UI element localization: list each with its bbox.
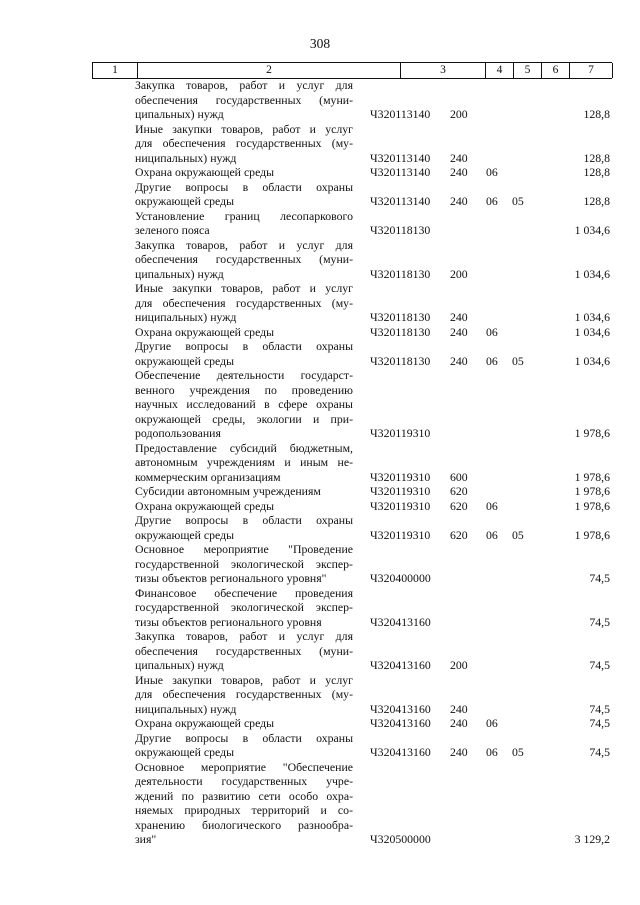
- description-line: ципальных) нужд: [135, 107, 224, 121]
- table-row: [0, 180, 640, 209]
- expense-type-code: 240: [450, 194, 468, 208]
- amount-value: 74,5: [589, 658, 610, 672]
- table-header: [92, 62, 612, 79]
- description-line: ниципальных) нужд: [135, 150, 237, 165]
- expense-type-code: 200: [450, 266, 468, 281]
- page-number: 308: [309, 36, 331, 51]
- amount-value: 1 978,6: [574, 498, 610, 513]
- section-code: 06: [486, 498, 498, 513]
- amount-value: 1 034,6: [574, 266, 610, 281]
- target-article-code: Ч320400000: [370, 571, 431, 585]
- section-code: 06: [486, 353, 498, 368]
- description-line: Другие вопросы в области охраны: [135, 179, 353, 194]
- target-article-code: Ч320119310: [370, 484, 431, 498]
- target-article-code: Ч320413160: [370, 614, 431, 629]
- description-line: государственной экологической экспер-: [135, 556, 353, 571]
- table-row: [0, 499, 640, 514]
- description-line: Иные закупки товаров, работ и услуг: [135, 121, 353, 136]
- row-description: [135, 760, 353, 847]
- description-line: родопользования: [135, 426, 221, 440]
- row-description: [135, 499, 353, 514]
- section-code: 06: [486, 745, 498, 759]
- row-description: [135, 586, 353, 630]
- row-description: [135, 209, 353, 238]
- description-line: Другие вопросы в области охраны: [135, 513, 353, 527]
- amount-value: 3 129,2: [574, 832, 610, 846]
- table-row: [0, 165, 640, 180]
- expense-type-code: 240: [450, 701, 468, 716]
- description-line: коммерческим организациям: [135, 469, 281, 484]
- table-row: [0, 673, 640, 717]
- table-row: [0, 78, 640, 122]
- target-article-code: Ч320413160: [370, 701, 431, 716]
- amount-value: 1 978,6: [574, 426, 610, 440]
- description-line: ципальных) нужд: [135, 658, 224, 672]
- description-line: зия": [135, 832, 157, 846]
- subsection-code: 05: [512, 745, 524, 759]
- target-article-code: Ч320413160: [370, 745, 431, 759]
- table-row: [0, 542, 640, 586]
- description-line: обеспечения государственных (муни-: [135, 643, 353, 658]
- subsection-code: 05: [512, 353, 524, 368]
- subsection-code: 05: [512, 194, 524, 208]
- table-row: [0, 716, 640, 731]
- amount-value: 128,8: [583, 194, 610, 208]
- description-line: для обеспечения государственных (му-: [135, 136, 353, 150]
- row-description: [135, 542, 353, 586]
- table-body: [0, 78, 640, 847]
- description-line: окружающей среды: [135, 745, 235, 759]
- amount-value: 128,8: [583, 165, 610, 179]
- row-description: [135, 513, 353, 542]
- section-code: 06: [486, 324, 498, 339]
- description-line: няемых природных территорий и со-: [135, 803, 353, 817]
- amount-value: 128,8: [583, 107, 610, 121]
- table-row: [0, 209, 640, 238]
- expense-type-code: 620: [450, 484, 468, 498]
- subsection-code: 05: [512, 527, 524, 542]
- expense-type-code: 620: [450, 498, 468, 513]
- description-line: Закупка товаров, работ и услуг для: [135, 629, 353, 643]
- amount-value: 74,5: [589, 571, 610, 585]
- amount-value: 74,5: [589, 701, 610, 716]
- description-line: Финансовое обеспечение проведения: [135, 585, 353, 600]
- description-line: Установление границ лесопаркового: [135, 208, 353, 223]
- header-col-1: 1: [92, 63, 137, 78]
- section-code: 06: [486, 194, 498, 208]
- expense-type-code: 240: [450, 310, 468, 324]
- expense-type-code: 240: [450, 716, 468, 730]
- description-line: тизы объектов регионального уровня": [135, 571, 327, 585]
- description-line: Обеспечение деятельности государст-: [135, 368, 353, 382]
- table-row: [0, 760, 640, 847]
- description-line: Закупка товаров, работ и услуг для: [135, 237, 353, 252]
- expense-type-code: 240: [450, 150, 468, 165]
- target-article-code: Ч320113140: [370, 107, 431, 121]
- target-article-code: Ч320118130: [370, 223, 431, 237]
- row-description: [135, 78, 353, 122]
- description-line: ниципальных) нужд: [135, 701, 237, 716]
- target-article-code: Ч320413160: [370, 658, 431, 672]
- description-line: окружающей среды: [135, 353, 235, 368]
- description-line: для обеспечения государственных (му-: [135, 295, 353, 310]
- target-article-code: Ч320113140: [370, 150, 431, 165]
- amount-value: 1 034,6: [574, 324, 610, 339]
- amount-value: 1 034,6: [574, 310, 610, 324]
- table-row: [0, 238, 640, 282]
- expense-type-code: 240: [450, 324, 468, 339]
- expense-type-code: 200: [450, 658, 468, 672]
- description-line: ниципальных) нужд: [135, 310, 237, 324]
- amount-value: 128,8: [583, 150, 610, 165]
- description-line: венного учреждения по проведению: [135, 382, 353, 397]
- amount-value: 1 978,6: [574, 527, 610, 542]
- description-line: ципальных) нужд: [135, 266, 224, 281]
- target-article-code: Ч320118130: [370, 310, 431, 324]
- target-article-code: Ч320118130: [370, 324, 431, 339]
- expense-type-code: 600: [450, 469, 468, 484]
- row-description: [135, 165, 353, 180]
- row-description: [135, 281, 353, 325]
- description-line: хранению биологического разнообра-: [135, 817, 353, 832]
- description-line: окружающей среды: [135, 527, 235, 542]
- row-description: [135, 716, 353, 731]
- target-article-code: Ч320119310: [370, 498, 431, 513]
- table-row: [0, 281, 640, 325]
- row-description: [135, 325, 353, 340]
- table-row: [0, 513, 640, 542]
- amount-value: 1 034,6: [574, 223, 610, 237]
- description-line: государственной экологической экспер-: [135, 600, 353, 614]
- expense-type-code: 620: [450, 527, 468, 542]
- header-col-4: 4: [485, 63, 513, 78]
- description-line: Охрана окружающей среды: [135, 716, 275, 730]
- amount-value: 1 978,6: [574, 484, 610, 498]
- description-line: зеленого пояса: [135, 223, 210, 237]
- table-row: [0, 122, 640, 166]
- row-description: [135, 122, 353, 166]
- table-row: [0, 484, 640, 499]
- description-line: окружающей среды, экологии и при-: [135, 411, 353, 426]
- header-col-6: 6: [541, 63, 569, 78]
- row-description: [135, 731, 353, 760]
- row-description: [135, 180, 353, 209]
- amount-value: 1 978,6: [574, 469, 610, 484]
- description-line: Основное мероприятие "Проведение: [135, 542, 353, 556]
- description-line: Иные закупки товаров, работ и услуг: [135, 672, 353, 687]
- description-line: для обеспечения государственных (му-: [135, 687, 353, 701]
- target-article-code: Ч320119310: [370, 527, 431, 542]
- target-article-code: Ч320118130: [370, 266, 431, 281]
- description-line: автономным учреждениям и иным не-: [135, 455, 353, 469]
- row-description: [135, 368, 353, 441]
- description-line: Иные закупки товаров, работ и услуг: [135, 281, 353, 295]
- description-line: Предоставление субсидий бюджетным,: [135, 440, 353, 455]
- description-line: обеспечения государственных (муни-: [135, 252, 353, 266]
- row-description: [135, 339, 353, 368]
- row-description: [135, 629, 353, 673]
- description-line: Другие вопросы в области охраны: [135, 339, 353, 353]
- section-code: 06: [486, 716, 498, 730]
- description-line: Субсидии автономным учреждениям: [135, 484, 321, 498]
- target-article-code: Ч320113140: [370, 194, 431, 208]
- row-description: [135, 238, 353, 282]
- row-description: [135, 673, 353, 717]
- section-code: 06: [486, 527, 498, 542]
- table-row: [0, 368, 640, 441]
- section-code: 06: [486, 165, 498, 179]
- table-row: [0, 325, 640, 340]
- target-article-code: Ч320118130: [370, 353, 431, 368]
- description-line: тизы объектов регионального уровня: [135, 614, 322, 629]
- description-line: Охрана окружающей среды: [135, 498, 275, 513]
- expense-type-code: 240: [450, 745, 468, 759]
- header-col-2: 2: [137, 63, 400, 78]
- table-row: [0, 586, 640, 630]
- target-article-code: Ч320500000: [370, 832, 431, 846]
- table-row: [0, 629, 640, 673]
- row-description: [135, 441, 353, 485]
- target-article-code: Ч320119310: [370, 469, 431, 484]
- description-line: Охрана окружающей среды: [135, 165, 275, 179]
- description-line: Основное мероприятие "Обеспечение: [135, 759, 353, 774]
- amount-value: 74,5: [589, 745, 610, 759]
- row-description: [135, 484, 353, 499]
- expense-type-code: 200: [450, 107, 468, 121]
- amount-value: 74,5: [589, 614, 610, 629]
- target-article-code: Ч320113140: [370, 165, 431, 179]
- table-row: [0, 441, 640, 485]
- header-col-5: 5: [513, 63, 541, 78]
- description-line: Охрана окружающей среды: [135, 324, 275, 339]
- table-row: [0, 339, 640, 368]
- description-line: ждений по развитию сети особо охра-: [135, 788, 353, 803]
- header-col-7: 7: [569, 63, 613, 78]
- description-line: деятельности государственных учре-: [135, 774, 353, 788]
- amount-value: 1 034,6: [574, 353, 610, 368]
- description-line: научных исследований в сфере охраны: [135, 397, 353, 411]
- description-line: обеспечения государственных (муни-: [135, 92, 353, 107]
- expense-type-code: 240: [450, 353, 468, 368]
- header-col-3: 3: [400, 63, 485, 78]
- table-row: [0, 731, 640, 760]
- description-line: Закупка товаров, работ и услуг для: [135, 78, 353, 92]
- expense-type-code: 240: [450, 165, 468, 179]
- target-article-code: Ч320413160: [370, 716, 431, 730]
- target-article-code: Ч320119310: [370, 426, 431, 440]
- description-line: окружающей среды: [135, 194, 235, 208]
- description-line: Другие вопросы в области охраны: [135, 730, 353, 745]
- amount-value: 74,5: [589, 716, 610, 730]
